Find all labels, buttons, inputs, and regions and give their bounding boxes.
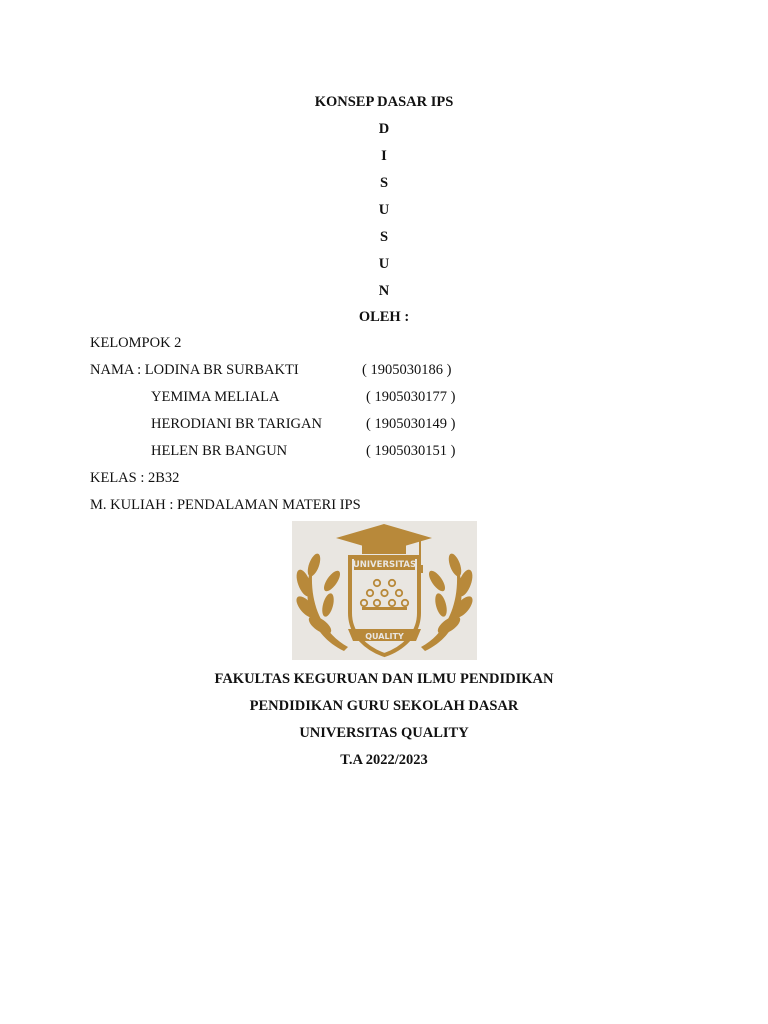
vertical-letter: D [378,121,390,137]
vertical-letter: U [378,256,390,272]
faculty-name: FAKULTAS KEGURUAN DAN ILMU PENDIDIKAN [214,671,554,687]
logo-bottom-text: QUALITY [365,632,404,641]
member-name: HELEN BR BANGUN [151,443,288,459]
university-name: UNIVERSITAS QUALITY [299,725,469,741]
oleh-heading: OLEH : [358,309,410,325]
member-nim: ( 1905030151 ) [366,443,456,459]
vertical-letter: S [379,175,389,191]
member-name: HERODIANI BR TARIGAN [151,416,322,432]
member-nim: ( 1905030186 ) [362,362,452,378]
document-title: KONSEP DASAR IPS [314,94,454,110]
kelompok-line: KELOMPOK 2 [90,335,182,351]
logo-top-text: UNIVERSITAS [352,560,417,570]
vertical-letter: U [378,202,390,218]
member-nim: ( 1905030177 ) [366,389,456,405]
member-name: NAMA : LODINA BR SURBAKTI [90,362,299,378]
member-nim: ( 1905030149 ) [366,416,456,432]
mata-kuliah-line: M. KULIAH : PENDALAMAN MATERI IPS [90,497,361,513]
vertical-letter: S [379,229,389,245]
university-crest-icon [292,521,477,660]
university-logo [292,521,477,660]
vertical-letter: N [378,283,390,299]
kelas-line: KELAS : 2B32 [90,470,180,486]
program-name: PENDIDIKAN GURU SEKOLAH DASAR [249,698,519,714]
vertical-letter: I [381,148,387,164]
member-name: YEMIMA MELIALA [151,389,280,405]
academic-year: T.A 2022/2023 [340,752,428,768]
